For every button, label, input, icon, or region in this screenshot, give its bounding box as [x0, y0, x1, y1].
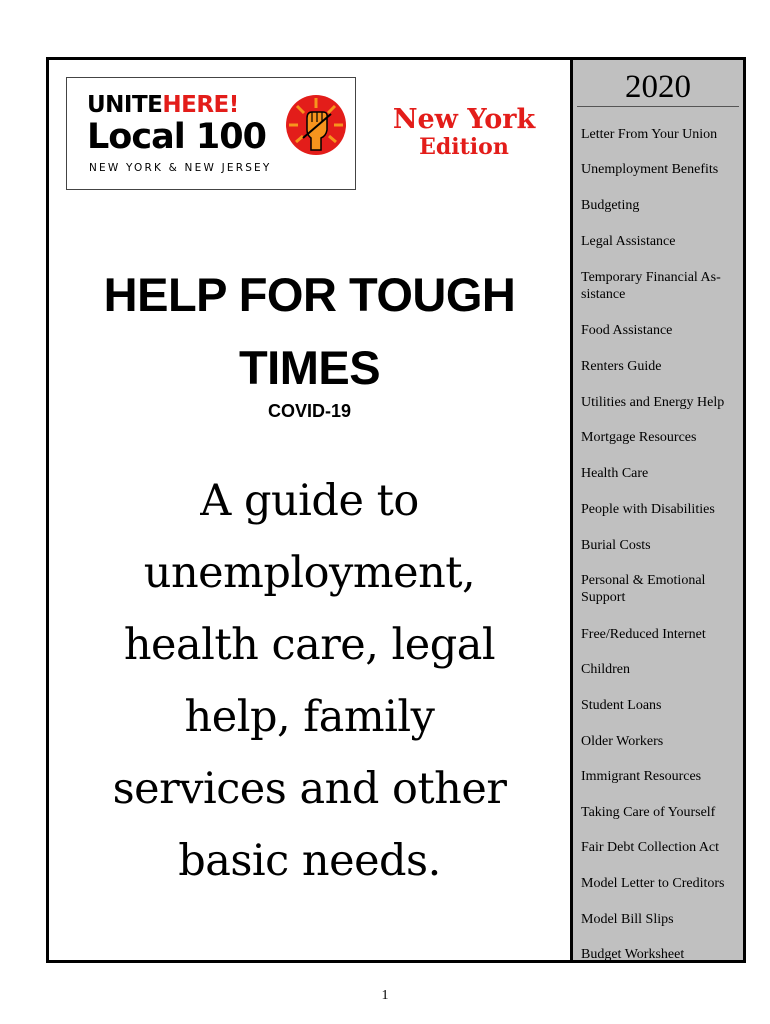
page-title — [49, 258, 570, 404]
logo-unite-here: UNITEHERE! — [87, 92, 239, 118]
title-line-1: HELP FOR TOUGH — [103, 268, 516, 321]
guide-line: health care, legal — [123, 620, 496, 670]
title-line-2: TIMES — [238, 341, 381, 394]
cover-main-column — [49, 60, 570, 960]
toc-item[interactable]: Model Bill Slips — [581, 912, 674, 927]
page-number: 1 — [381, 988, 389, 1003]
toc-item[interactable]: Model Letter to Creditors — [581, 876, 725, 891]
toc-item[interactable]: Older Workers — [581, 734, 664, 749]
toc-item[interactable]: Personal & Emotional Support — [581, 573, 706, 605]
guide-line: services and other — [112, 764, 507, 814]
edition-label — [379, 104, 549, 160]
toc-item[interactable]: Unemployment Benefits — [581, 162, 719, 177]
toc-item[interactable]: Mortgage Resources — [581, 430, 697, 445]
toc-item[interactable]: Taking Care of Yourself — [581, 805, 716, 820]
subtitle: COVID-19 — [267, 401, 352, 421]
logo-region: NEW YORK & NEW JERSEY — [89, 162, 272, 174]
union-logo — [66, 77, 356, 190]
guide-line: help, family — [184, 692, 435, 742]
toc-item[interactable]: Food Assistance — [581, 323, 673, 338]
toc-item[interactable]: Renters Guide — [581, 359, 662, 374]
toc-item[interactable]: Fair Debt Collection Act — [581, 840, 720, 855]
toc-item[interactable]: Budgeting — [581, 198, 640, 213]
guide-line: A guide to — [200, 476, 419, 526]
toc-item[interactable]: Free/Reduced Internet — [581, 627, 706, 642]
guide-line: unemployment, — [143, 548, 476, 598]
toc-item[interactable]: Student Loans — [581, 698, 662, 713]
contents-sidebar — [570, 60, 743, 960]
toc-item[interactable]: People with Disabilities — [581, 502, 715, 517]
edition-line-1: New York — [392, 104, 536, 135]
raised-fist-icon — [285, 94, 347, 156]
toc-item[interactable]: Budget Worksheet — [581, 947, 685, 962]
toc-item[interactable]: Children — [581, 662, 630, 677]
toc-item[interactable]: Letter From Your Union — [581, 127, 718, 142]
toc-item[interactable]: Legal Assistance — [581, 234, 676, 249]
cover-frame — [46, 57, 746, 963]
year-heading: 2020 — [577, 60, 739, 107]
logo-local-100: Local 100 — [87, 117, 266, 157]
edition-line-2: Edition — [419, 134, 509, 161]
toc-item[interactable]: Health Care — [581, 466, 649, 481]
toc-item[interactable]: Burial Costs — [581, 538, 651, 553]
toc-item[interactable]: Utilities and Energy Help — [581, 395, 725, 410]
guide-description — [49, 465, 570, 897]
toc-item[interactable]: Immigrant Resources — [581, 769, 702, 784]
guide-line: basic needs. — [178, 836, 441, 886]
toc-item[interactable]: Temporary Financial As- sistance — [581, 270, 721, 302]
